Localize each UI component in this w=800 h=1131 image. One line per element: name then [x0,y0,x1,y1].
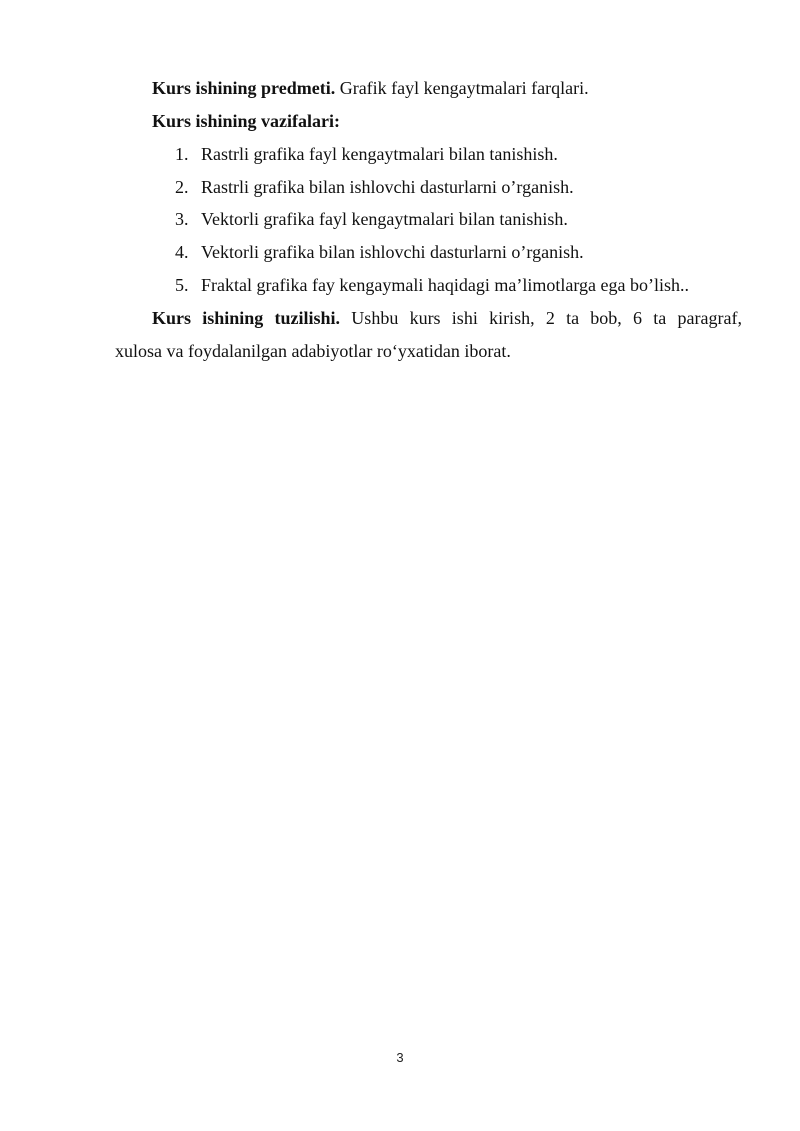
list-item-text: Vektorli grafika bilan ishlovchi dasturlarni o’rganish. [201,242,584,262]
list-item [175,208,568,230]
course-subject-paragraph [152,77,589,99]
list-item-text: Fraktal grafika fay kengaymali haqidagi ma’limotlarga ega bo’lish.. [201,275,690,295]
list-item [175,241,584,263]
list-item-text: Vektorli grafika fayl kengaytmalari bilan tanishish. [201,209,568,229]
course-subject-text: Grafik fayl kengaytmalari farqlari. [335,78,589,98]
course-structure-continuation: xulosa va foydalanilgan adabiyotlar ro‘yxatidan iborat. [115,341,511,361]
course-tasks-heading: Kurs ishining vazifalari: [152,111,341,131]
list-item-text: Rastrli grafika bilan ishlovchi dasturlarni o’rganish. [201,177,574,197]
list-item [175,143,558,165]
course-structure-text-line1: Ushbu kurs ishi kirish, 2 ta bob, 6 ta paragraf, [340,308,742,328]
list-item-number: 3. [175,209,189,229]
list-item-text: Rastrli grafika fayl kengaytmalari bilan tanishish. [201,144,558,164]
list-item-number: 1. [175,144,189,164]
list-item-number: 5. [175,275,189,295]
list-item-number: 4. [175,242,189,262]
course-subject-label: Kurs ishining predmeti. [152,78,336,98]
list-item-number: 2. [175,177,189,197]
course-structure-paragraph [152,307,742,329]
course-structure-label: Kurs ishining tuzilishi. [152,308,341,328]
list-item [175,176,574,198]
page-number: 3 [396,1050,404,1065]
list-item [175,274,689,296]
